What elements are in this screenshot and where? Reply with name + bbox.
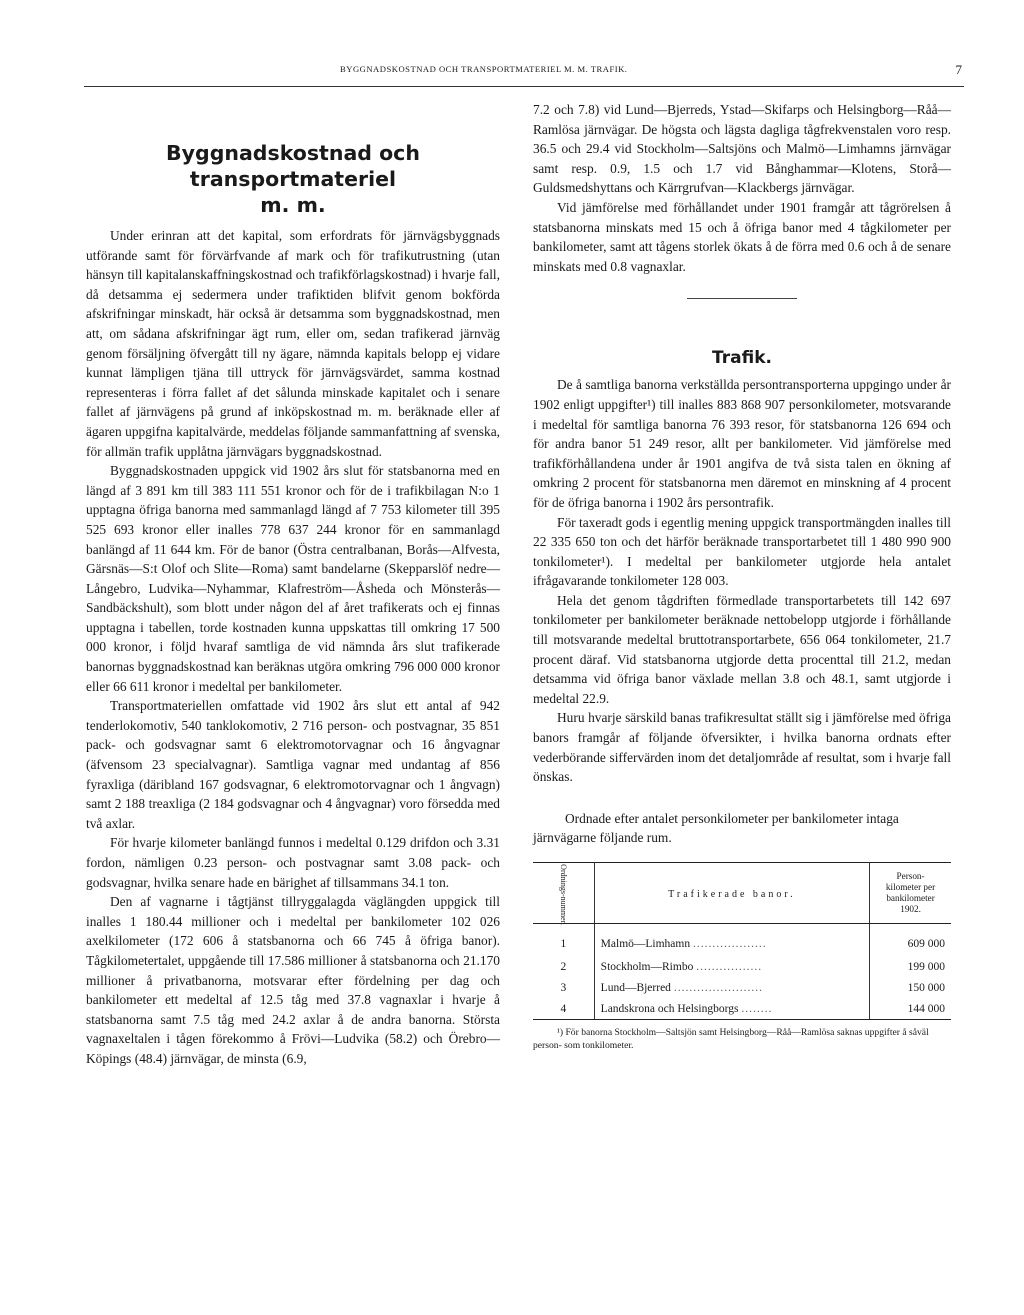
ranking-table <box>533 862 951 1020</box>
row-value: 199 000 <box>907 960 945 973</box>
table-header-row <box>533 863 951 924</box>
column-header-railway: Trafikerade banor. <box>594 863 869 924</box>
row-railway: Stockholm—Rimbo ................. <box>594 956 869 977</box>
table-row <box>533 998 951 1020</box>
table-row <box>533 924 951 957</box>
left-column <box>86 140 500 1069</box>
row-railway: Malmö—Limhamn ................... <box>594 924 869 957</box>
row-rank: 1 <box>533 924 594 957</box>
chapter-title-line-2: m. m. <box>260 193 326 217</box>
table-row <box>533 977 951 998</box>
paragraph-transport-work: Hela det genom tågdriften förmedlade transportarbetets till 142 697 tonkilometer per bankilometer beräknade nettobelopp utgjorde i förhållande till motsvarande medeltal bruttotransportarbete, 656 064 tonkilometer, 21.7 procent däraf. Vid statsbanorna utgjorde detta procenttal till 21.2, medan detsamma vid öfriga banor växlade mellan 3.8 och 48.1, samt utgjorde i medeltal 22.9. <box>533 592 951 706</box>
table-intro: Ordnade efter antalet personkilometer per bankilometer intaga järnvägarne följande rum. <box>533 810 899 846</box>
column-header-rank: Ordnings-nummer. <box>533 863 594 924</box>
section-divider <box>687 298 797 299</box>
row-value: 144 000 <box>870 998 951 1020</box>
running-head: BYGGNADSKOSTNAD OCH TRANSPORTMATERIEL M. M. TRAFIK. <box>340 64 628 74</box>
row-rank: 3 <box>533 977 594 998</box>
table-row <box>533 956 951 977</box>
page-header <box>84 62 964 87</box>
right-column <box>533 100 951 1052</box>
chapter-title <box>86 140 500 218</box>
paragraph-capital: Under erinran att det kapital, som erfordrats för järnvägsbyggnads utförande samt för förvärfvande af mark och för trafikutrustning (utan hänsyn till kapitalanskaffningskostnad och trafikförlagskostnad) i hvarje fall, då detsamma ej sedermera under trafiktiden blifvit genom bokförda afskrifningar minskadt, här också är detsamma som byggnadskostnad, men att, om sådana afskrifningar ägt rum, eller om, sedan trafikerad järnväg genom försäljning öfvergått till ny ägare, nämnda kapitals belopp ej vidare kunnat lämpligen tjäna till uttryck för järnvägsvärdet, samma kostnad representeras i förra fallet af det sålunda minskade kapitalet och i senare fallet af järnvägens på grund af inköpskostnad m. m. beräknade eller af ägaren uppgifna kapitalvärde, meddelas följande sammanfattning af svenska, för allmän trafik upplåtna järnvägars byggnadskostnad. <box>86 228 500 459</box>
column-header-value: Person- kilometer per bankilometer 1902. <box>870 863 951 924</box>
row-value: 150 000 <box>907 981 945 994</box>
paragraph-per-kilometer: För hvarje kilometer banlängd funnos i medeltal 0.129 drifdon och 3.31 fordon, nämligen 0.23 person- och postvagnar samt 3.08 pack- och godsvagnar, hvilka senare hade en bärighet af tillsammans 34.1 ton. <box>86 835 500 890</box>
page-number: 7 <box>955 62 962 77</box>
footnote: ¹) För banorna Stockholm—Saltsjön samt Helsingborg—Råå—Ramlösa saknas uppgifter å såväl person- som tonkilometer. <box>533 1027 929 1051</box>
paragraph-continued: 7.2 och 7.8) vid Lund—Bjerreds, Ystad—Skifarps och Helsingborg—Råå—Ramlösa järnvägar. De högsta och lägsta dagliga tågfrekvenstalen voro resp. 36.5 och 29.4 vid Stockholm—Saltsjöns och Malmö—Limhamns järnvägar samt resp. 0.9, 1.5 och 1.7 vid Bånghammar—Klotens, Storå—Guldsmedshyttans och Kärrgrufvan—Klackbergs järnvägar. <box>533 102 951 196</box>
section-heading-trafik: Trafik. <box>712 348 772 369</box>
paragraph-construction-cost: Byggnadskostnaden uppgick vid 1902 års slut för statsbanorna med en längd af 3 891 km till 383 111 551 kronor och för de i trafikbilagan N:o 1 upptagna öfriga banorna med sammanlagd längd af 7 753 kilometer till 395 525 693 kronor eller inalles 778 637 244 kronor för en sammanlagd banlängd af 11 644 km. För de banor (Östra centralbanan, Borås—Alfvesta, Gärsnäs—S:t Olof och Slite—Roma) samt bandelarne (Skepparslöf nedre—Långebro, Ludvika—Nyhammar, Klafreström—Åsheda och Mönsterås—Sandbäckshult), som blott under någon del af året trafikerats och ej finnas upptagna i tabellen, torde kostnaden kunna uppskattas till omkring 17 500 000 kronor, i följd hvaraf samtliga de vid nämnda års slut trafikerade banornas byggnadskostnad kan beräknas utgöra omkring 796 000 000 kronor eller 66 611 kronor i medeltal per bankilometer. <box>86 463 500 694</box>
paragraph-overview: Huru hvarje särskild banas trafikresultat ställt sig i jämförelse med öfriga banors framgår af följande öfversikter, i hvilka banorna ordnats efter vederbörande siffervärden inom det detaljområde af resultat, som i hvarje fall önskas. <box>533 710 951 785</box>
paragraph-rolling-stock: Transportmateriellen omfattade vid 1902 års slut ett antal af 942 tenderlokomotiv, 540 tanklokomotiv, 2 716 person- och postvagnar, 35 851 pack- och godsvagnar samt 6 elektromotorvagnar och 16 ångvagnar (äfvensom 23 specialvagnar). Samtliga vagnar med undantag af 856 fyraxliga (däribland 167 godsvagnar, 6 elektromotorvagnar och 1 ångvagn) samt 2 188 treaxliga (2 184 godsvagnar och 4 ångvagnar) voro försedda med två axlar. <box>86 698 500 831</box>
row-rank: 2 <box>533 956 594 977</box>
row-value: 609 000 <box>907 938 945 950</box>
paragraph-goods-traffic: För taxeradt gods i egentlig mening uppgick transportmängden inalles till 22 335 650 ton och det härför beräknade transportarbetet till 1 480 990 900 tonkilometer¹). I medeltal per bankilometer utgjorde hela antalet ifrågavarande tonkilometer 128 003. <box>533 514 951 589</box>
paragraph-passenger-traffic: De å samtliga banorna verkställda persontransporterna uppgingo under år 1902 enligt uppgifter¹) till inalles 883 868 907 personkilometer, motsvarande i medeltal för samtliga banorna 76 393 resor, för statsbanorna 126 694 och för andra banor 51 249 resor, allt per bankilometer. Vid jämförelse med trafikförhållandena under år 1901 angifva de två sista talen en ökning af omkring 2 procent för statsbanorna men däremot en minskning af 4 procent för de öfriga banorna i 1902 års persontrafik. <box>533 377 951 510</box>
ranking-table-wrap <box>533 862 951 1020</box>
row-railway: Landskrona och Helsingborgs ........ <box>594 998 869 1020</box>
paragraph-comparison-1901: Vid jämförelse med förhållandet under 1901 framgår att tågrörelsen å statsbanorna minskats med 15 och å öfriga banor med 4 tågkilometer per bankilometer, samt att tågens storlek ökats å de förra med 0.6 och å de senare minskats med 0.8 vagnaxlar. <box>533 199 951 274</box>
paragraph-axle-kilometers: Den af vagnarne i tågtjänst tillryggalagda väglängden uppgick till inalles 1 180.44 millioner och i medeltal per bankilometer 102 026 axelkilometer (172 606 å statsbanorna och 66 745 å öfriga banor). Tågkilometertalet, uppgående till 17.586 millioner å statsbanorna och 21.170 millioner å privatbanorna, motsvarar efter fördelning per dag och bankilometer ett medeltal af 12.5 tåg med 37.8 vagnaxlar i hvarje å statsbanorna samt 7.5 tåg med 24.2 axlar å de andra banorna. Största vagnaxeltalen i tågen förekommo å Frövi—Ludvika (58.2) och Örebro—Köpings (48.4) järnvägar, de minsta (6.9, <box>86 894 500 1066</box>
row-railway: Lund—Bjerred ....................... <box>594 977 869 998</box>
row-rank: 4 <box>533 998 594 1020</box>
chapter-title-line-1: Byggnadskostnad och transportmateriel <box>166 141 420 191</box>
